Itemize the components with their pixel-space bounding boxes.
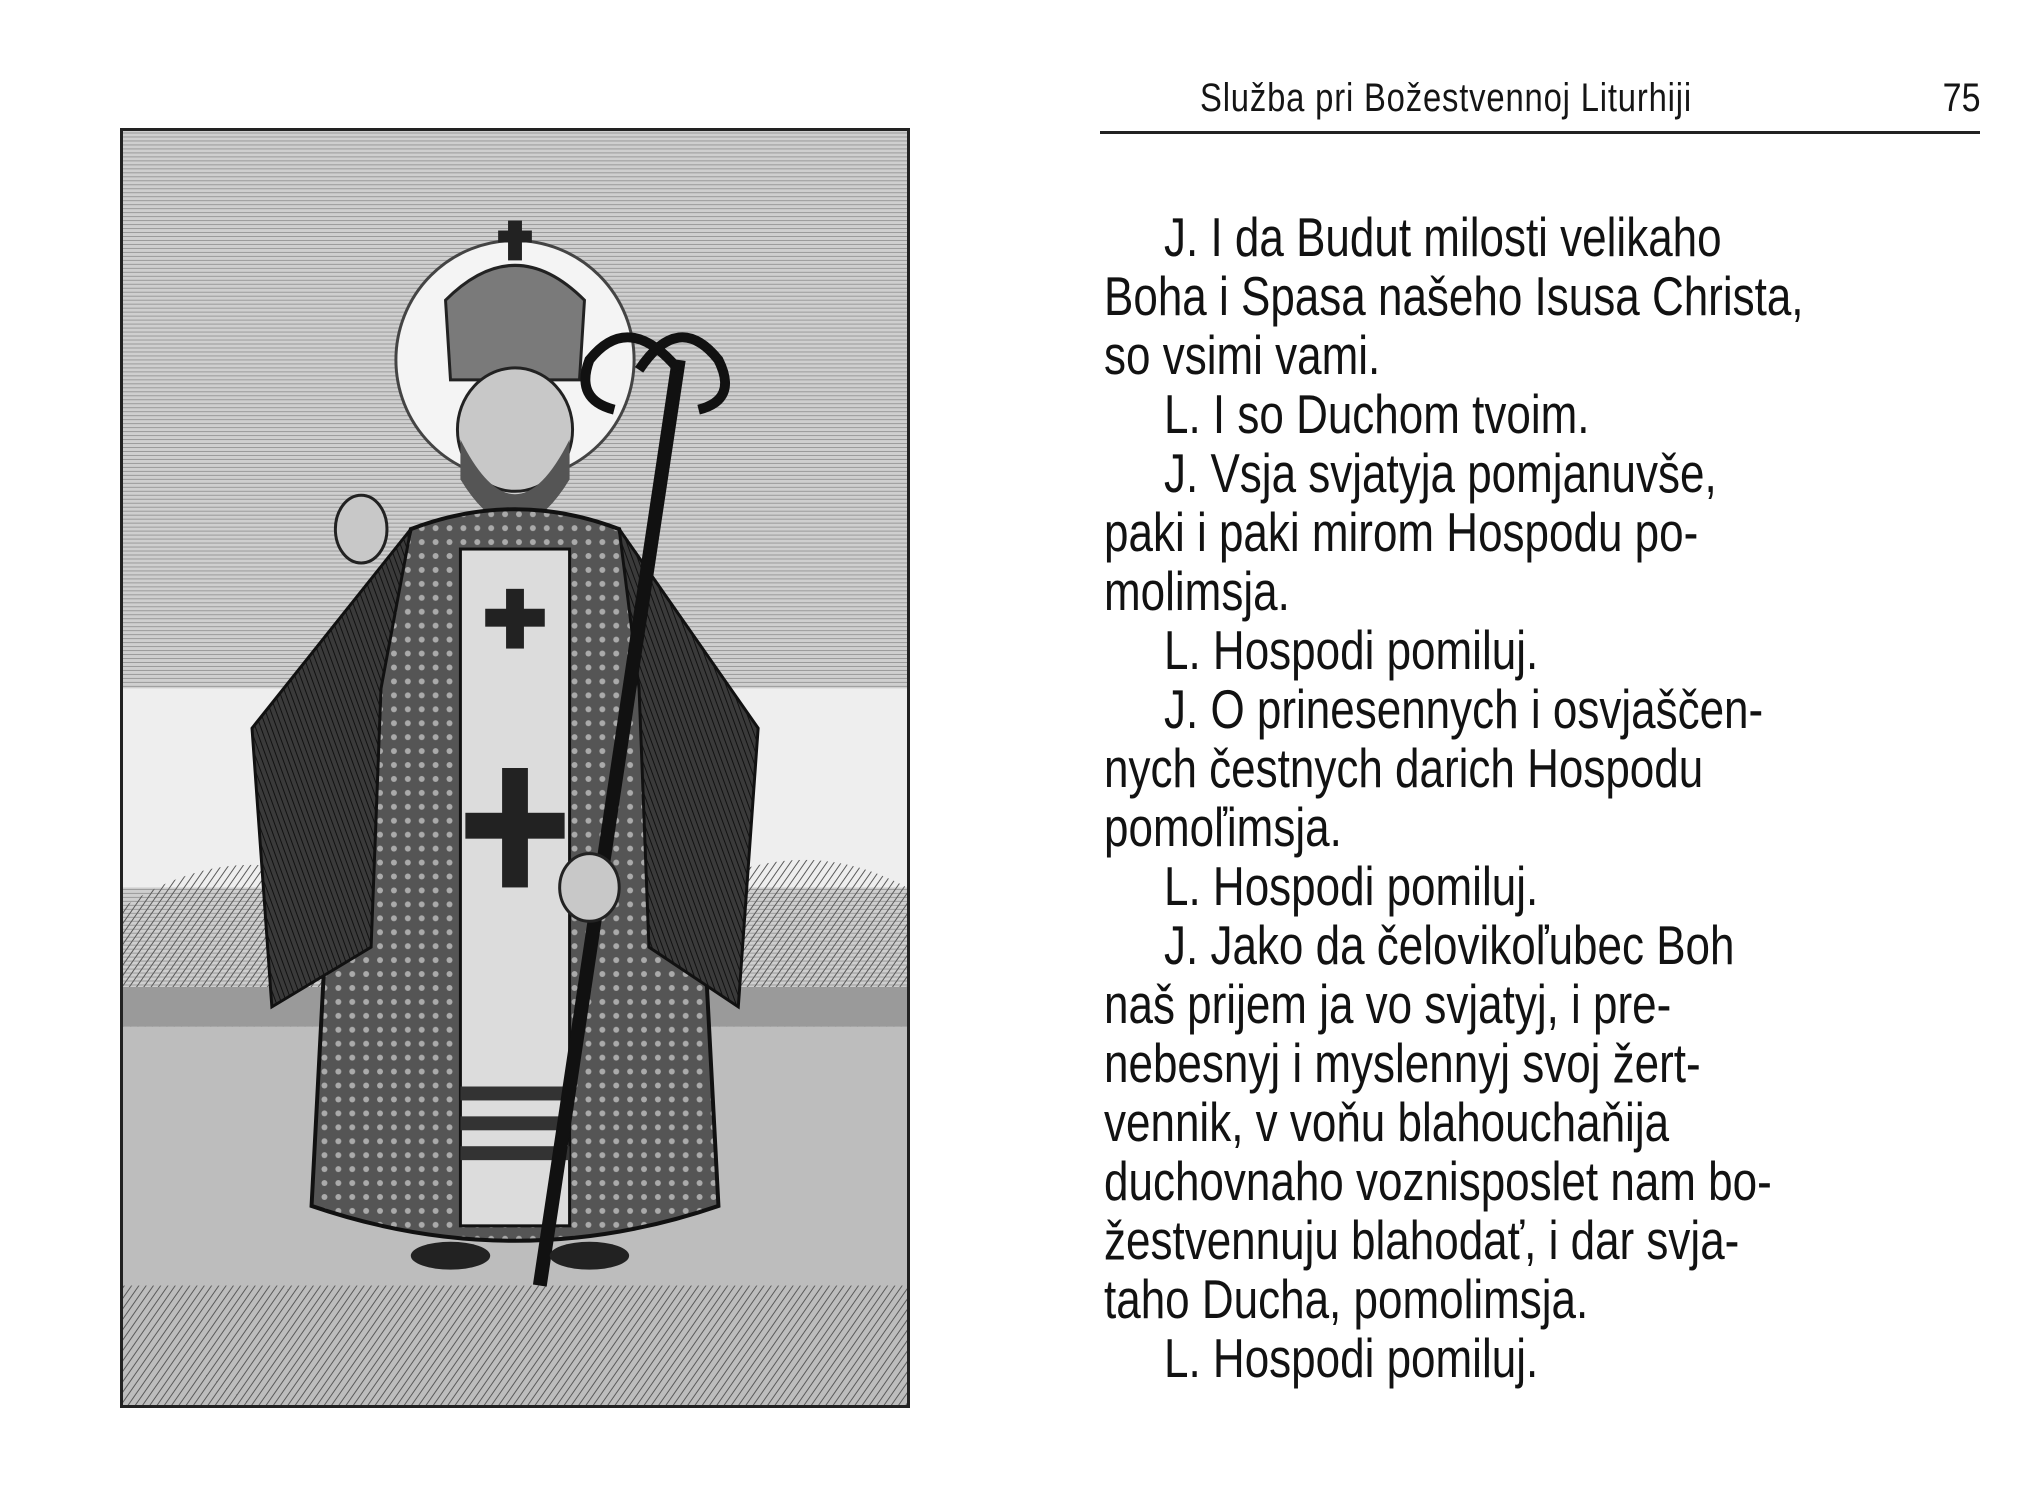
text-line: so vsimi vami. (1104, 324, 1381, 386)
text-line: J. I da Budut milosti velikaho (1164, 206, 1722, 268)
bishop-engraving-image (123, 131, 907, 1405)
text-line: Boha i Spasa našeho Isusa Christa, (1104, 265, 1804, 327)
text-line: J. O prinesennych i osvjaščen- (1164, 678, 1764, 740)
text-line: molimsja. (1104, 560, 1290, 622)
text-line: L. Hospodi pomiluj. (1164, 1327, 1539, 1389)
illustration-plate (120, 128, 910, 1408)
text-line: paki i paki mirom Hospodu po- (1104, 501, 1699, 563)
text-line: nebesnyj i myslennyj svoj žert- (1104, 1032, 1701, 1094)
page-number: 75 (1942, 76, 1980, 120)
liturgy-text (1104, 208, 1980, 1388)
text-line: L. I so Duchom tvoim. (1164, 383, 1590, 445)
text-line: taho Ducha, pomolimsja. (1104, 1268, 1589, 1330)
running-title: Služba pri Božestvennoj Liturhiji (1200, 76, 1692, 120)
text-line: duchovnaho voznisposlet nam bo- (1104, 1150, 1772, 1212)
text-line: L. Hospodi pomiluj. (1164, 855, 1539, 917)
text-line: žestvennuju blahodať, i dar svja- (1104, 1209, 1740, 1271)
text-line: vennik, v voňu blahouchaňija (1104, 1091, 1670, 1153)
text-line: nych čestnych darich Hospodu (1104, 737, 1704, 799)
text-line: J. Jako da čelovikoľubec Boh (1164, 914, 1735, 976)
text-line: J. Vsja svjatyja pomjanuvše, (1164, 442, 1717, 504)
running-head (1100, 72, 1980, 134)
text-line: L. Hospodi pomiluj. (1164, 619, 1539, 681)
text-line: pomoľimsja. (1104, 796, 1342, 858)
text-line: naš prijem ja vo svjatyj, i pre- (1104, 973, 1672, 1035)
